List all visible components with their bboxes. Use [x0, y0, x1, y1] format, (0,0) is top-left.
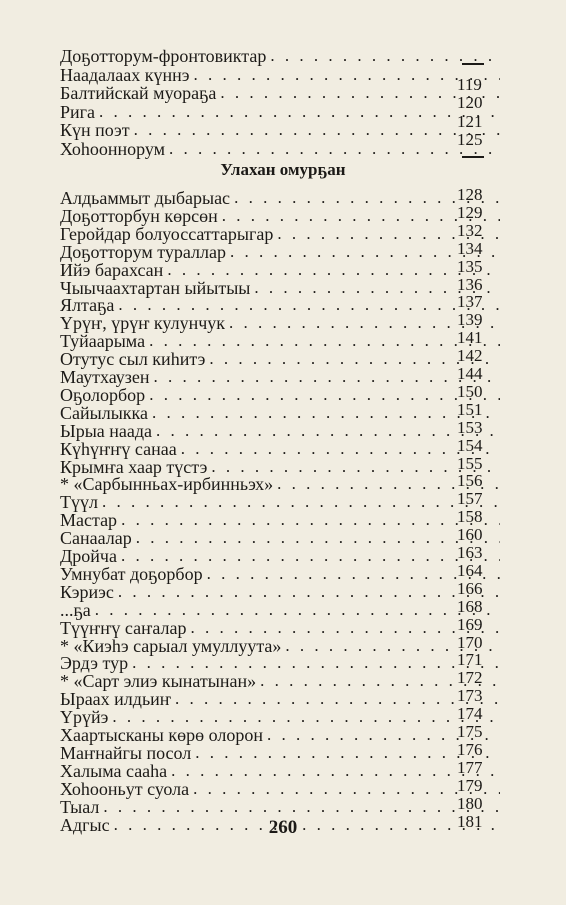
toc-entry [60, 547, 500, 565]
toc-page-number: 169 [457, 614, 483, 634]
dot-leader [132, 654, 500, 672]
toc-entry [60, 511, 500, 529]
dot-leader [156, 422, 500, 440]
toc-entry-title: Доҕотторбун көрсөн [60, 205, 218, 226]
dot-leader [193, 66, 500, 84]
toc-entry [60, 207, 500, 225]
dot-leader [99, 103, 500, 121]
dot-leader [167, 261, 500, 279]
toc-entry [60, 243, 500, 261]
toc-page-number: 139 [457, 310, 483, 330]
toc-entry-title: Геройдар болуоссаттарыгар [60, 223, 274, 244]
toc-entry-title: * «Сарбынньах-ирбинньэх» [60, 474, 274, 495]
toc-page-number: 171 [457, 650, 483, 670]
toc-entry-title: Түүл [60, 492, 98, 513]
toc-page-number: 141 [457, 328, 483, 348]
toc-page-number: 156 [457, 471, 483, 491]
toc-entry [60, 798, 500, 816]
toc-page-number: 129 [457, 202, 483, 222]
toc-page-number: 179 [457, 775, 483, 795]
toc-entry-title: Наадалаах күннэ [60, 64, 190, 85]
toc-entry [60, 261, 500, 279]
toc-entry [60, 690, 500, 708]
toc-entry-title: Ыраах илдьиҥ [60, 689, 172, 710]
toc-entry [60, 762, 500, 780]
toc-page-number: 121 [457, 111, 483, 131]
toc-entry [60, 565, 500, 583]
toc-entry-title: * «Киэһэ сарыал умуллуута» [60, 635, 282, 656]
toc-entry-title: Үрүҥ, үрүҥ кулунчук [60, 313, 226, 334]
toc-entry-title: Түүҥҥү саҥалар [60, 617, 187, 638]
toc-page-number: 134 [457, 238, 483, 258]
dot-leader [102, 493, 500, 511]
toc-entry [60, 583, 500, 601]
toc-page-number: 125 [457, 130, 483, 149]
toc-entry-title: Хоһооннорум [60, 138, 166, 159]
toc-entry-title: Рига [60, 101, 96, 122]
toc-page-number: 160 [457, 525, 483, 545]
dot-leader [134, 121, 500, 139]
toc-entry [60, 708, 500, 726]
dot-leader [154, 368, 500, 386]
dot-leader [121, 547, 500, 565]
toc-page-number: 166 [457, 578, 483, 598]
toc-entry [60, 296, 500, 314]
toc-entry-title: Отутус сыл киһитэ [60, 349, 206, 370]
toc-page-number: 164 [457, 560, 483, 580]
toc-entry-title: Туйаарыма [60, 331, 146, 352]
toc-entry-title: Сайылыкка [60, 402, 149, 423]
toc-page-number: 151 [457, 399, 483, 419]
toc-entry-title: Күн поэт [60, 120, 130, 140]
toc-page-number: 153 [457, 417, 483, 437]
toc-page-number: 119 [457, 74, 482, 94]
section-heading: Улахан омурҕан [220, 160, 346, 179]
toc-entry [60, 654, 500, 672]
toc-entry [60, 529, 500, 547]
toc-entry-title: Ялтаҕа [60, 295, 115, 316]
toc-entry-title: Маутхаузен [60, 367, 150, 387]
toc-page-number: 168 [457, 596, 483, 616]
toc-entry [60, 121, 500, 139]
toc-entry-title: Мастар [60, 510, 118, 531]
toc-page-number: 180 [457, 793, 483, 813]
toc-entry [60, 744, 500, 762]
toc-page-number: 150 [457, 381, 483, 401]
dot-leader [190, 619, 500, 637]
toc-page-number: 154 [457, 435, 483, 455]
toc-entry [60, 332, 500, 350]
toc-entry-title: Адгыс [60, 814, 110, 835]
dot-leader [152, 404, 500, 422]
toc-page-number: 181 [457, 811, 483, 831]
toc-entry-title: Күһүҥҥү санаа [60, 438, 177, 459]
toc-entry [60, 404, 500, 422]
toc-page-number: 135 [457, 256, 483, 276]
toc-entry [60, 368, 500, 386]
toc-entry [60, 475, 500, 493]
dot-leader [118, 296, 500, 314]
toc-page-number: 157 [457, 489, 483, 509]
toc-entry [60, 726, 500, 744]
toc-entry-title: Крымҥа хаар түстэ [60, 456, 208, 477]
toc-page-number: 174 [457, 704, 483, 724]
dot-leader [118, 583, 500, 601]
page-number: 260 [268, 817, 298, 838]
dot-leader [171, 762, 500, 780]
toc-page-number: 175 [457, 722, 483, 741]
toc-page-number: 170 [457, 632, 483, 652]
toc-entry-title: Хоһооньут суола [60, 778, 190, 799]
toc-entry [60, 103, 500, 121]
toc-entry [60, 780, 500, 798]
toc-entry-title: Халыма сааһа [60, 760, 168, 781]
toc-entry-title: Умнубат доҕорбор [60, 563, 203, 584]
toc-entry [60, 458, 500, 476]
toc-entry-title: Алдьаммыт дыбарыас [60, 188, 231, 208]
toc-page-number: 155 [457, 453, 483, 473]
toc-entry-title: Чыычаахтартан ыйытыы [60, 277, 251, 298]
dot-leader [121, 511, 500, 529]
toc-entry [60, 422, 500, 440]
toc-entry-title: Доҕотторум тураллар [60, 241, 226, 262]
toc-entry-title: Маҥнайгы посол [60, 742, 192, 763]
toc-entry-title: Ырыа наада [60, 420, 153, 441]
dot-leader [175, 690, 500, 708]
dot-leader [181, 440, 500, 458]
dot-leader [169, 140, 500, 158]
toc-page-number: 132 [457, 220, 483, 240]
toc-entry-title: Тыал [60, 796, 100, 817]
toc-entry [60, 493, 500, 511]
toc-entry-title: Эрдэ тур [60, 653, 129, 674]
toc-entry-title: Ийэ барахсан [60, 259, 164, 280]
toc-entry [60, 140, 500, 158]
toc-page-number: 176 [457, 739, 483, 759]
toc-entry-title: Дройча [60, 546, 117, 566]
toc-page-number: 177 [457, 757, 483, 777]
toc-entry [60, 66, 500, 84]
toc-entry-title: Балтийскай муораҕа [60, 83, 217, 103]
toc-entry-title: Хаартысканы көрө олорон [60, 725, 264, 745]
toc-page-number: 144 [457, 364, 483, 383]
toc-entry [60, 350, 500, 368]
toc-entry-title: * «Сарт элиэ кынатынан» [60, 671, 257, 692]
toc-entry [60, 637, 500, 655]
toc-entry [60, 601, 500, 619]
toc-entry-title: Доҕотторум-фронтовиктар [60, 46, 267, 66]
dot-leader [95, 601, 500, 619]
dot-leader [195, 744, 500, 762]
dot-leader [207, 565, 500, 583]
toc-entry-title: Үрүйэ [60, 707, 109, 728]
toc-entry [60, 279, 500, 297]
toc-page-number: 136 [457, 274, 483, 294]
toc-entry-title: ...ҕа [60, 599, 91, 620]
toc-entry [60, 225, 500, 243]
toc-page-dash [462, 156, 484, 158]
dot-leader [136, 529, 500, 547]
dot-leader [193, 780, 500, 798]
toc-page-number: 172 [457, 668, 483, 688]
toc-entry [60, 386, 500, 404]
dot-leader [103, 798, 500, 816]
toc-entry [60, 314, 500, 332]
toc-page-number: 128 [457, 185, 483, 204]
toc-entry [60, 672, 500, 690]
toc-entry [60, 189, 500, 207]
toc-entry-title: Санаалар [60, 528, 132, 549]
toc-page-number: 163 [457, 543, 483, 562]
dot-leader [149, 332, 500, 350]
toc-entry [60, 47, 500, 65]
toc-page-number: 137 [457, 292, 483, 312]
toc-page-number: 142 [457, 346, 483, 366]
toc-entry-title: Оҕолорбор [60, 384, 146, 405]
toc-page-number: 120 [457, 93, 483, 112]
toc-entry-title: Кэриэс [60, 581, 114, 602]
toc-entry [60, 619, 500, 637]
toc-entry [60, 84, 500, 102]
toc-page-number: 158 [457, 507, 483, 527]
toc-page-number: 173 [457, 686, 483, 706]
dot-leader [112, 708, 500, 726]
dot-leader [149, 386, 500, 404]
toc-entry [60, 440, 500, 458]
